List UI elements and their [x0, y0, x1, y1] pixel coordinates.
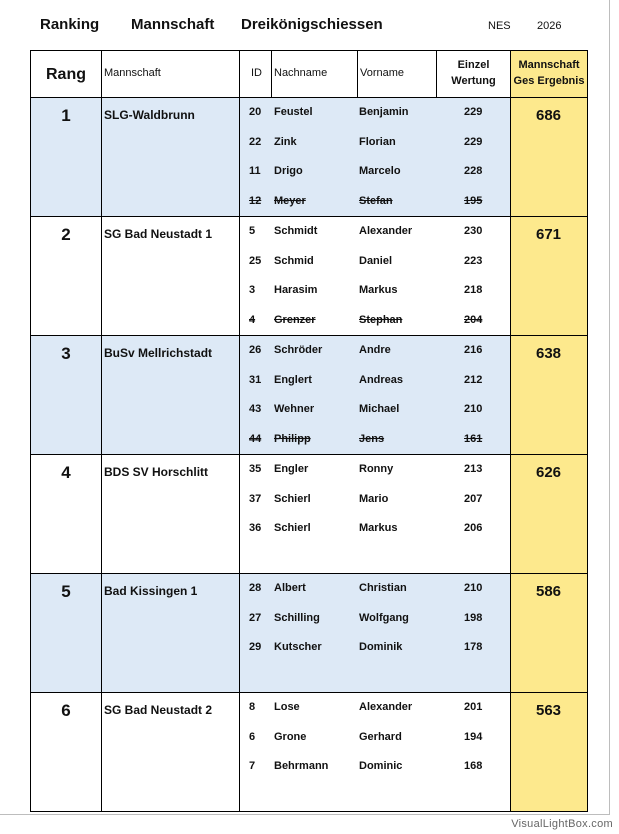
shooter-row — [31, 463, 587, 477]
team-total: 638 — [535, 345, 562, 362]
team-rank: 6 — [61, 701, 71, 720]
shooter-vorname: Daniel — [359, 254, 393, 267]
team-block — [31, 574, 587, 693]
shooter-nachname: Lose — [274, 701, 300, 713]
teams-body — [31, 98, 587, 811]
shooter-vorname: Dominik — [359, 641, 403, 653]
shooter-score: 210 — [464, 403, 483, 415]
shooter-nachname: Grenzer — [274, 313, 316, 326]
shooter-id: 31 — [249, 373, 262, 386]
team-name: SG Bad Neustadt 1 — [104, 227, 213, 241]
shooter-row — [31, 760, 587, 774]
ranking-table — [30, 50, 588, 812]
shooter-score: 218 — [464, 284, 483, 296]
shooter-row — [31, 374, 587, 388]
shooter-nachname: Drigo — [274, 165, 303, 177]
shooter-row — [31, 641, 587, 655]
team-rank: 1 — [61, 106, 71, 125]
shooter-vorname: Marcelo — [359, 165, 401, 177]
shooter-id: 11 — [249, 165, 261, 177]
shooter-score: 212 — [464, 373, 483, 386]
shooter-row — [31, 314, 587, 328]
shooter-id: 35 — [249, 463, 262, 475]
shooter-id: 4 — [249, 313, 256, 326]
watermark: VisualLightBox.com — [511, 818, 613, 830]
shooter-nachname: Grone — [274, 730, 307, 743]
shooter-vorname: Benjamin — [359, 106, 409, 118]
shooter-score: 229 — [464, 135, 483, 148]
col-vorname: Vorname — [360, 67, 405, 79]
shooter-nachname: Kutscher — [274, 641, 322, 653]
shooter-vorname: Wolfgang — [359, 611, 409, 624]
shooter-id: 6 — [249, 730, 256, 743]
shooter-row — [31, 284, 587, 298]
team-name: Bad Kissingen 1 — [104, 584, 198, 598]
team-block — [31, 693, 587, 811]
shooter-id: 43 — [249, 403, 262, 415]
shooter-nachname: Schmid — [274, 254, 314, 267]
team-block — [31, 455, 587, 574]
shooter-vorname: Markus — [359, 522, 398, 534]
shooter-id: 27 — [249, 611, 262, 624]
shooter-vorname: Ronny — [359, 463, 394, 475]
shooter-nachname: Schröder — [274, 344, 323, 356]
shooter-score: 229 — [464, 106, 483, 118]
col-einzel-line2: Wertung — [451, 75, 496, 87]
team-name: BuSv Mellrichstadt — [104, 346, 213, 360]
team-total: 586 — [535, 583, 562, 600]
col-einzel-line1: Einzel — [457, 59, 490, 71]
shooter-score: 204 — [464, 313, 483, 326]
team-rank: 2 — [61, 225, 71, 244]
col-id: ID — [251, 67, 262, 79]
shooter-score: 178 — [464, 641, 483, 653]
shooter-score: 230 — [464, 225, 483, 237]
shooter-score: 161 — [464, 432, 483, 445]
shooter-nachname: Zink — [274, 135, 297, 148]
shooter-score: 195 — [464, 194, 483, 207]
shooter-vorname: Gerhard — [359, 730, 402, 743]
shooter-row — [31, 344, 587, 358]
shooter-row — [31, 433, 587, 447]
shooter-vorname: Alexander — [359, 701, 413, 713]
shooter-vorname: Jens — [359, 432, 385, 445]
header-ranking: Ranking — [40, 16, 100, 33]
shooter-score: 228 — [464, 165, 483, 177]
shooter-score: 194 — [464, 730, 483, 743]
shooter-nachname: Philipp — [274, 432, 311, 445]
shooter-row — [31, 165, 587, 179]
shooter-id: 3 — [249, 284, 256, 296]
shooter-vorname: Dominic — [359, 760, 403, 772]
shooter-vorname: Andre — [359, 344, 391, 356]
shooter-vorname: Mario — [359, 492, 389, 505]
shooter-nachname: Schilling — [274, 611, 320, 624]
col-rang: Rang — [46, 66, 86, 83]
team-block — [31, 336, 587, 455]
shooter-vorname: Alexander — [359, 225, 413, 237]
team-rank: 5 — [61, 582, 71, 601]
shooter-vorname: Andreas — [359, 373, 404, 386]
team-total: 563 — [535, 702, 562, 719]
shooter-row — [31, 612, 587, 626]
shooter-score: 207 — [464, 492, 483, 505]
header-year: 2026 — [537, 20, 562, 32]
header-location: NES — [488, 20, 511, 32]
shooter-id: 29 — [249, 641, 262, 653]
team-block — [31, 98, 587, 217]
shooter-nachname: Meyer — [274, 194, 306, 207]
shooter-row — [31, 701, 587, 715]
shooter-score: 201 — [464, 701, 483, 713]
shooter-row — [31, 255, 587, 269]
shooter-vorname: Michael — [359, 403, 400, 415]
col-total-line1: Mannschaft — [518, 59, 580, 71]
shooter-score: 206 — [464, 522, 483, 534]
team-name: SG Bad Neustadt 2 — [104, 703, 213, 717]
team-total: 686 — [535, 107, 562, 124]
shooter-row — [31, 522, 587, 536]
col-nachname: Nachname — [274, 67, 328, 79]
shooter-score: 198 — [464, 611, 483, 624]
shooter-row — [31, 731, 587, 745]
shooter-id: 36 — [249, 522, 262, 534]
shooter-score: 216 — [464, 344, 483, 356]
team-block — [31, 217, 587, 336]
header-mannschaft: Mannschaft — [131, 16, 215, 33]
team-rank: 4 — [61, 463, 71, 482]
shooter-score: 223 — [464, 254, 483, 267]
shooter-vorname: Christian — [359, 582, 407, 594]
col-mannschaft: Mannschaft — [104, 67, 161, 79]
shooter-nachname: Behrmann — [274, 760, 329, 772]
shooter-vorname: Stephan — [359, 313, 403, 326]
header-event: Dreikönigschiessen — [241, 16, 383, 33]
shooter-row — [31, 582, 587, 596]
shooter-nachname: Feustel — [274, 106, 313, 118]
table-header — [31, 51, 587, 98]
shooter-score: 210 — [464, 582, 483, 594]
shooter-score: 213 — [464, 463, 483, 475]
team-name: SLG-Waldbrunn — [104, 108, 195, 122]
shooter-id: 8 — [249, 701, 256, 713]
shooter-id: 26 — [249, 344, 262, 356]
total-column-header-bg — [510, 51, 587, 97]
shooter-id: 20 — [249, 106, 262, 118]
team-name: BDS SV Horschlitt — [104, 465, 209, 479]
shooter-vorname: Stefan — [359, 194, 393, 207]
col-total-line2: Ges Ergebnis — [513, 75, 585, 87]
shooter-id: 5 — [249, 225, 256, 237]
team-total: 671 — [535, 226, 562, 243]
team-total: 626 — [535, 464, 562, 481]
shooter-score: 168 — [464, 760, 483, 772]
shooter-vorname: Markus — [359, 284, 398, 296]
shooter-id: 25 — [249, 254, 262, 267]
shooter-id: 22 — [249, 135, 262, 148]
shooter-id: 28 — [249, 582, 262, 594]
shooter-row — [31, 106, 587, 120]
shooter-nachname: Harasim — [274, 284, 318, 296]
shooter-row — [31, 225, 587, 239]
shooter-row — [31, 493, 587, 507]
shooter-id: 37 — [249, 492, 262, 505]
team-rank: 3 — [61, 344, 71, 363]
shooter-id: 12 — [249, 194, 262, 207]
shooter-row — [31, 136, 587, 150]
shooter-nachname: Englert — [274, 373, 312, 386]
shooter-id: 7 — [249, 760, 256, 772]
shooter-id: 44 — [249, 432, 262, 445]
shooter-nachname: Engler — [274, 463, 309, 475]
shooter-nachname: Schierl — [274, 522, 311, 534]
shooter-row — [31, 403, 587, 417]
shooter-nachname: Albert — [274, 582, 306, 594]
shooter-nachname: Schierl — [274, 492, 311, 505]
shooter-row — [31, 195, 587, 209]
shooter-nachname: Wehner — [274, 403, 315, 415]
shooter-nachname: Schmidt — [274, 225, 318, 237]
shooter-vorname: Florian — [359, 135, 396, 148]
